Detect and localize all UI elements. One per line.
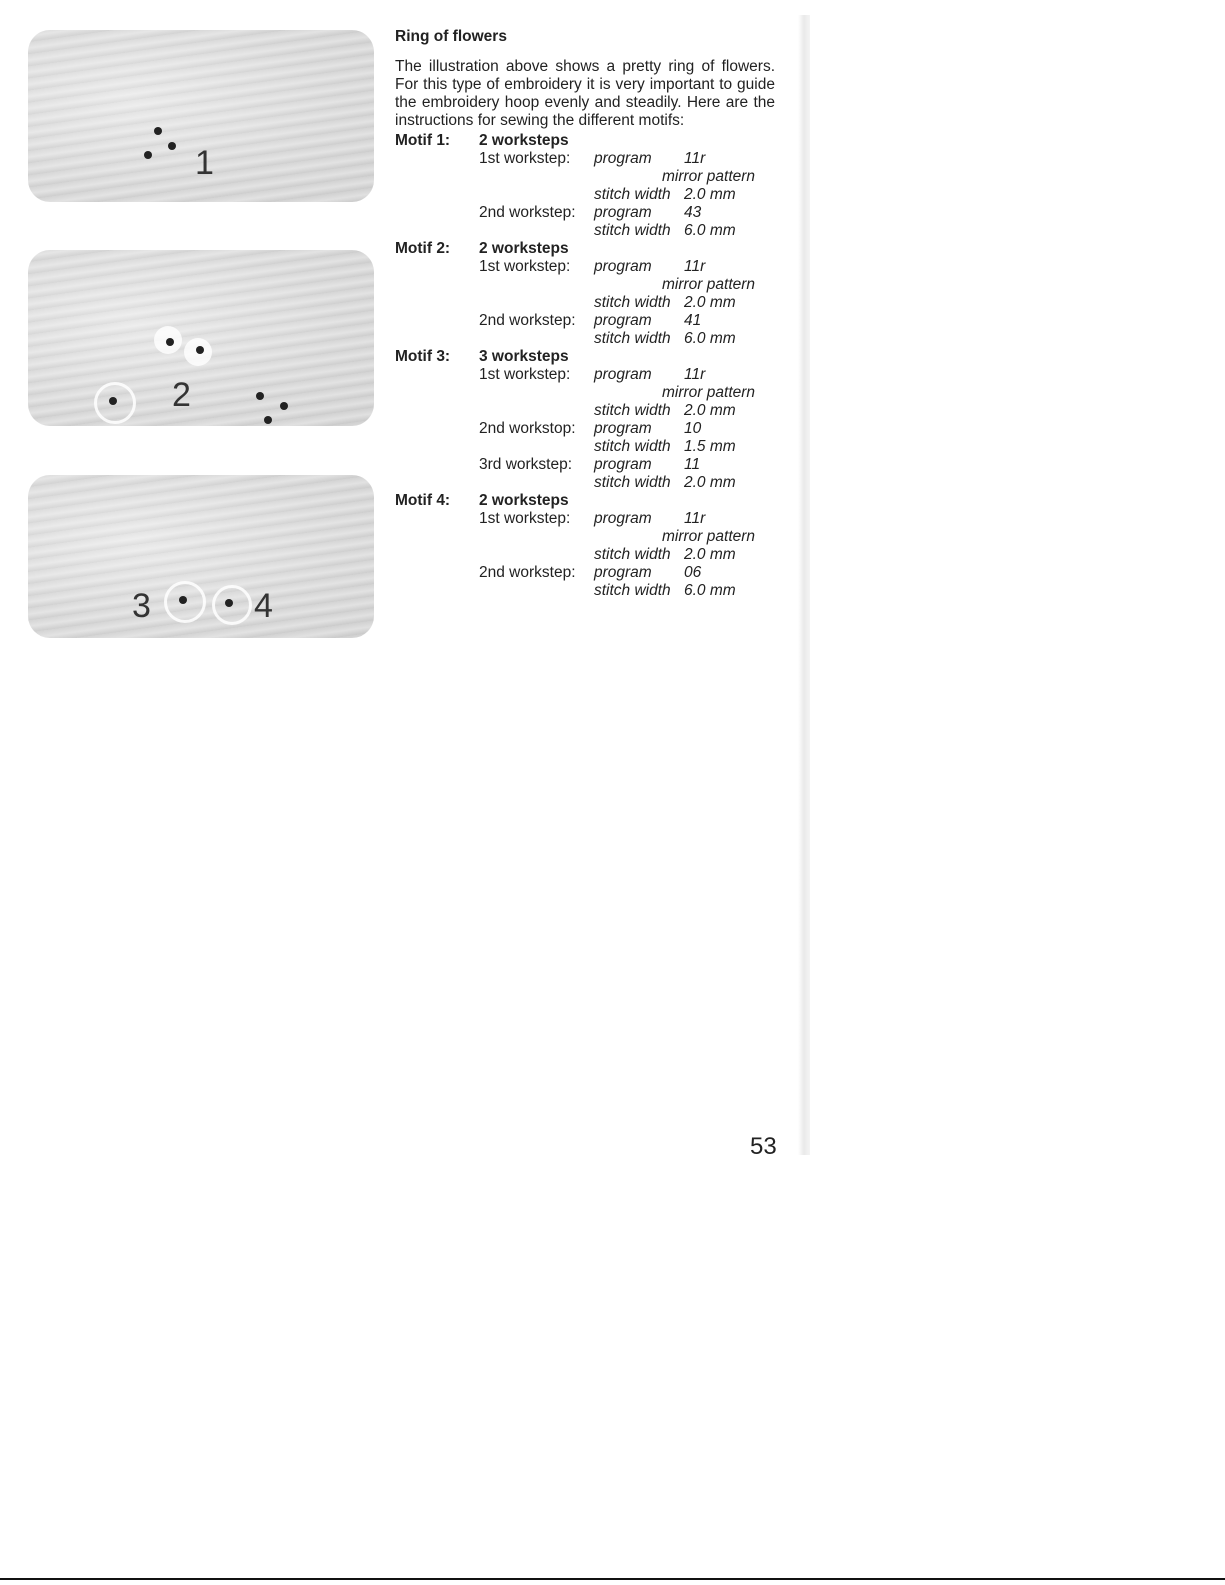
photo-motif-1 [28,30,374,202]
flower-dot [144,151,152,159]
program-row [594,456,775,474]
photo-motif-3-4 [28,475,374,638]
workstep [395,366,775,420]
motif-label: Motif 3: [395,348,451,365]
workstep [395,258,775,312]
stitch-width-row [594,438,775,456]
stitch-width-row [594,186,775,204]
program-row [594,366,775,384]
stitch-width-row [594,546,775,564]
stitch-width-row-value: 2.0 mm [684,186,736,203]
stitch-width-row-label: stitch width [594,222,671,239]
program-row-label: program [594,312,652,329]
workstep-count: 2 worksteps [479,492,569,509]
stitch-width-row-value: 6.0 mm [684,222,736,239]
figure-label: 2 [172,376,191,414]
photo-motif-2 [28,250,374,426]
motif-header [395,240,775,258]
flower-dot [179,596,187,604]
stitch-width-row-value: 1.5 mm [684,438,736,455]
figure-label: 1 [195,144,214,182]
stitch-width-row-label: stitch width [594,294,671,311]
stitch-width-row-value: 2.0 mm [684,294,736,311]
workstep-settings [594,420,775,456]
program-row-value: 41 [684,312,702,329]
flower-dot [168,142,176,150]
program-row-value: 43 [684,204,702,221]
program-row-value: 11r [684,150,706,167]
motif-block [395,348,775,492]
mirror-pattern-note: mirror pattern [662,528,756,545]
stitch-width-row [594,402,775,420]
instructions [395,28,775,600]
workstep [395,456,775,492]
workstep-count: 3 worksteps [479,348,569,365]
workstep-settings [594,456,775,492]
motif-header [395,492,775,510]
stitch-width-row-value: 6.0 mm [684,582,736,599]
motif-list [395,132,775,600]
stitch-width-row-label: stitch width [594,186,671,203]
program-row [594,564,775,582]
workstep-settings [594,366,775,420]
workstep-settings [594,510,775,564]
motif-label: Motif 1: [395,132,451,149]
program-row-label: program [594,420,652,437]
workstep-count: 2 worksteps [479,240,569,257]
motif-label: Motif 4: [395,492,451,509]
program-row-value: 10 [684,420,702,437]
flower-dot [256,392,264,400]
stitch-width-row [594,330,775,348]
flower-dot [109,397,117,405]
flower-dot [166,338,174,346]
stitch-width-row [594,474,775,492]
program-row [594,420,775,438]
workstep-name: 1st workstep: [479,258,571,275]
stitch-width-row-label: stitch width [594,474,671,491]
motif-block [395,240,775,348]
stitch-width-row-value: 2.0 mm [684,402,736,419]
intro-paragraph: The illustration above shows a pretty ring of flowers. For this type of embroidery it is very important to guide the embroidery hoop evenly and steadily. Here are the instructions for sewing the different motifs: [395,58,775,129]
stitch-width-row-label: stitch width [594,330,671,347]
section-title: Ring of flowers [395,28,507,45]
program-row [594,510,775,528]
workstep-settings [594,258,775,312]
page-number: 53 [750,1133,777,1160]
workstep [395,150,775,204]
program-row-label: program [594,366,652,383]
program-row-value: 06 [684,564,702,581]
workstep-name: 1st workstep: [479,150,571,167]
motif-header [395,348,775,366]
flower-dot [225,599,233,607]
workstep [395,420,775,456]
workstep [395,204,775,240]
figure-label: 3 [132,587,151,625]
flower-dot [280,402,288,410]
stitch-width-row [594,222,775,240]
workstep [395,312,775,348]
workstep-name: 2nd workstep: [479,204,576,221]
program-row [594,312,775,330]
motif-block [395,132,775,240]
workstep-name: 2nd workstop: [479,420,576,437]
stitch-width-row-label: stitch width [594,546,671,563]
workstep-name: 1st workstep: [479,366,571,383]
workstep [395,564,775,600]
stitch-width-row-value: 2.0 mm [684,474,736,491]
stitch-width-row-label: stitch width [594,438,671,455]
stitch-width-row-value: 2.0 mm [684,546,736,563]
stitch-width-row-label: stitch width [594,582,671,599]
stitch-width-row [594,294,775,312]
program-row-label: program [594,456,652,473]
mirror-pattern-note: mirror pattern [662,168,756,185]
mirror-pattern-note: mirror pattern [662,384,756,401]
program-row-value: 11 [684,456,701,473]
stitch-width-row [594,582,775,600]
workstep-name: 2nd workstep: [479,564,576,581]
program-row [594,258,775,276]
program-row [594,204,775,222]
flower-dot [196,346,204,354]
motif-block [395,492,775,600]
workstep [395,510,775,564]
stitch-width-row-label: stitch width [594,402,671,419]
flower-dot [154,127,162,135]
program-row-label: program [594,258,652,275]
page-edge-shadow [798,15,810,1155]
workstep-count: 2 worksteps [479,132,569,149]
stitch-width-row-value: 6.0 mm [684,330,736,347]
program-row-value: 11r [684,258,706,275]
workstep-name: 3rd workstep: [479,456,573,473]
program-row-label: program [594,150,652,167]
program-row-label: program [594,204,652,221]
mirror-pattern-note: mirror pattern [662,276,756,293]
program-row-label: program [594,564,652,581]
workstep-settings [594,564,775,600]
program-row-value: 11r [684,510,706,527]
program-row [594,150,775,168]
workstep-settings [594,204,775,240]
motif-label: Motif 2: [395,240,451,257]
program-row-label: program [594,510,652,527]
figure-label: 4 [254,587,273,625]
bottom-rule [0,1578,1225,1580]
workstep-settings [594,312,775,348]
motif-header [395,132,775,150]
flower-dot [264,416,272,424]
program-row-value: 11r [684,366,706,383]
workstep-name: 1st workstep: [479,510,571,527]
workstep-settings [594,150,775,204]
workstep-name: 2nd workstep: [479,312,576,329]
